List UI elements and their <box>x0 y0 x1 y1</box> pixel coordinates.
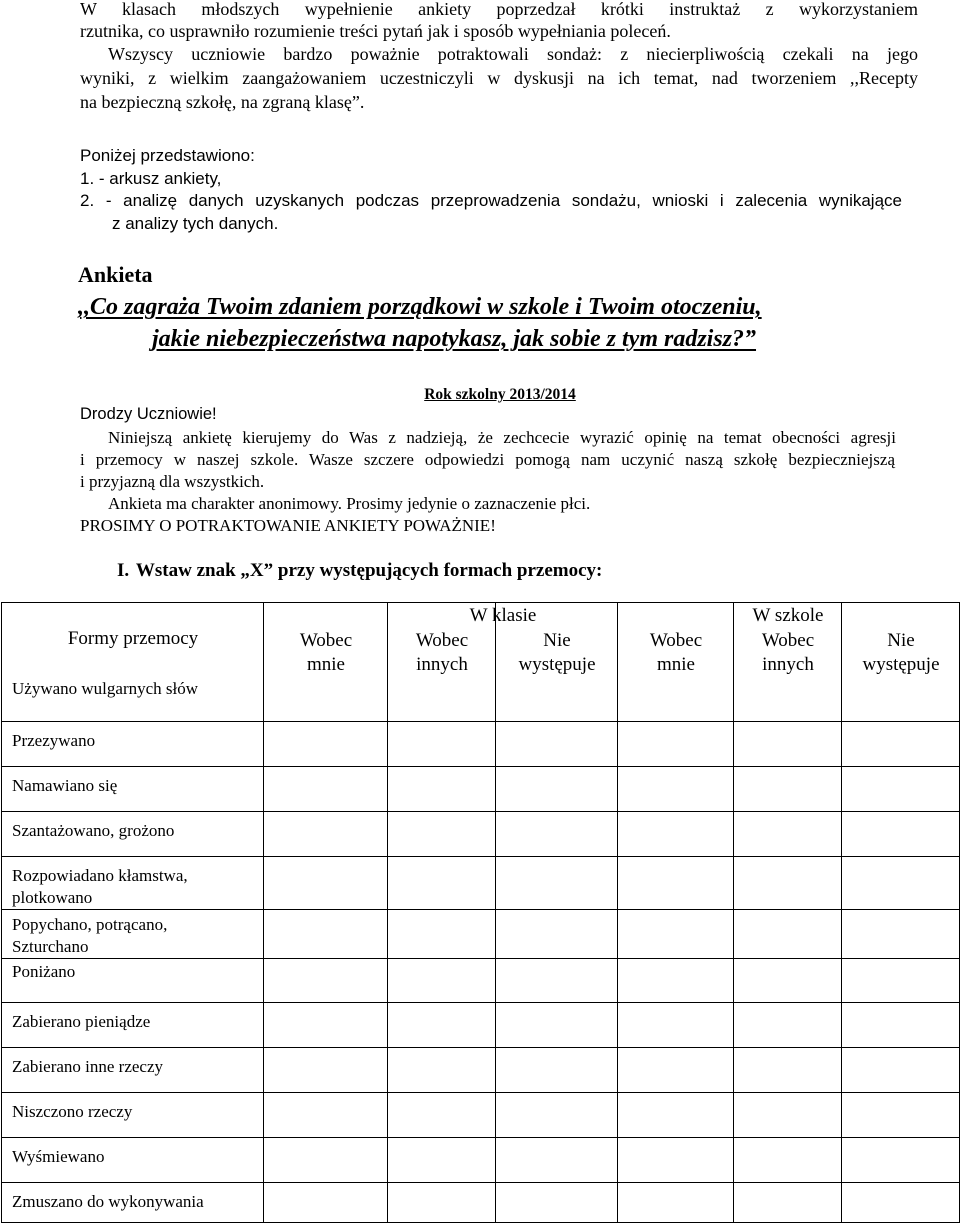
checkbox-cell[interactable] <box>842 767 960 812</box>
col-label: Wobec <box>299 630 353 651</box>
row-label: Zmuszano do wykonywania <box>2 1183 264 1223</box>
row-label: Wyśmiewano <box>2 1138 264 1183</box>
checkbox-cell[interactable] <box>388 1048 496 1093</box>
checkbox-cell[interactable] <box>734 857 842 910</box>
checkbox-cell[interactable] <box>388 767 496 812</box>
checkbox-cell[interactable] <box>388 722 496 767</box>
contents-item: 1. - arkusz ankiety, <box>80 169 222 188</box>
row-label: Rozpowiadano kłamstwa, plotkowano <box>2 857 264 910</box>
header-class-others <box>388 603 537 722</box>
checkbox-cell[interactable] <box>842 1183 960 1223</box>
checkbox-cell[interactable] <box>842 1138 960 1183</box>
checkbox-cell[interactable] <box>618 1048 734 1093</box>
row-label: Namawiano się <box>2 767 264 812</box>
seriousness-note: PROSIMY O POTRAKTOWANIE ANKIETY POWAŻNIE! <box>80 516 496 535</box>
contents-item: z analizy tych danych. <box>112 214 279 233</box>
school-year: Rok szkolny 2013/2014 <box>424 386 576 403</box>
letter-line: i przyjazną dla wszystkich. <box>80 472 265 491</box>
group-header-class: W klasie <box>469 605 537 626</box>
checkbox-cell[interactable] <box>496 1183 618 1223</box>
table-row <box>2 1048 960 1093</box>
table-row <box>2 1003 960 1048</box>
table-row <box>2 812 960 857</box>
row-label: Zabierano inne rzeczy <box>2 1048 264 1093</box>
checkbox-cell[interactable] <box>388 959 496 1003</box>
checkbox-cell[interactable] <box>264 1048 388 1093</box>
table-row <box>2 1183 960 1223</box>
checkbox-cell[interactable] <box>496 959 618 1003</box>
row-label: Poniżano <box>2 959 264 1003</box>
col-label: innych <box>762 654 814 675</box>
row-label: Niszczono rzeczy <box>2 1093 264 1138</box>
checkbox-cell[interactable] <box>388 910 496 959</box>
checkbox-cell[interactable] <box>734 910 842 959</box>
survey-heading: Ankieta <box>78 262 153 287</box>
header-school-me <box>618 603 734 722</box>
checkbox-cell[interactable] <box>618 1003 734 1048</box>
col-label: występuje <box>862 654 940 675</box>
intro-line: rzutnika, co usprawniło rozumienie treści pytań jak i sposób wypełniania poleceń. <box>80 21 671 41</box>
anonymity-note: Ankieta ma charakter anonimowy. Prosimy jedynie o zaznaczenie płci. <box>108 494 591 513</box>
row-label: Zabierano pieniądze <box>2 1003 264 1048</box>
checkbox-cell[interactable] <box>842 1048 960 1093</box>
survey-title-line1: ,,Co zagraża Twoim zdaniem porządkowi w szkole i Twoim otoczeniu, <box>78 294 762 320</box>
section-heading <box>117 560 602 582</box>
forms-header: Formy przemocy <box>67 628 199 649</box>
contents-item: 2. - analizę danych uzyskanych podczas przeprowadzenia sondażu, wnioski i zalecenia wynikające <box>80 191 902 210</box>
checkbox-cell[interactable] <box>264 857 388 910</box>
checkbox-cell[interactable] <box>388 1138 496 1183</box>
letter-line: i przemocy w naszej szkole. Wasze szczere odpowiedzi pomogą nam uczynić naszą szkołę bezpieczniejszą <box>80 450 895 469</box>
table-row <box>2 1093 960 1138</box>
checkbox-cell[interactable] <box>496 910 618 959</box>
group-header-school: W szkole <box>752 605 824 626</box>
checkbox-cell[interactable] <box>842 812 960 857</box>
checkbox-cell[interactable] <box>618 722 734 767</box>
col-label: Wobec <box>415 630 469 651</box>
checkbox-cell[interactable] <box>264 767 388 812</box>
checkbox-cell[interactable] <box>264 1003 388 1048</box>
col-label: mnie <box>307 654 345 675</box>
checkbox-cell[interactable] <box>496 767 618 812</box>
checkbox-cell[interactable] <box>734 1048 842 1093</box>
checkbox-cell[interactable] <box>264 1138 388 1183</box>
checkbox-cell[interactable] <box>264 910 388 959</box>
contents-label: Poniżej przedstawiono: <box>80 146 255 165</box>
checkbox-cell[interactable] <box>388 857 496 910</box>
checkbox-cell[interactable] <box>264 1183 388 1223</box>
checkbox-cell[interactable] <box>388 1183 496 1223</box>
survey-title-line2: jakie niebezpieczeństwa napotykasz, jak sobie z tym radzisz?” <box>152 326 757 352</box>
section-title: Wstaw znak „X” przy występujących formach przemocy: <box>135 560 603 581</box>
header-school-none <box>842 603 960 722</box>
intro-line: W klasach młodszych wypełnienie ankiety poprzedzał krótki instruktaż z wykorzystaniem <box>80 0 918 19</box>
forms-header-cell <box>2 603 264 722</box>
checkbox-cell[interactable] <box>388 812 496 857</box>
checkbox-cell[interactable] <box>496 722 618 767</box>
checkbox-cell[interactable] <box>496 1093 618 1138</box>
row-label: Przezywano <box>2 722 264 767</box>
checkbox-cell[interactable] <box>618 1138 734 1183</box>
checkbox-cell[interactable] <box>264 1093 388 1138</box>
checkbox-cell[interactable] <box>388 1003 496 1048</box>
checkbox-cell[interactable] <box>734 1183 842 1223</box>
checkbox-cell[interactable] <box>618 959 734 1003</box>
row-label: Używano wulgarnych słów <box>12 679 199 698</box>
checkbox-cell[interactable] <box>496 857 618 910</box>
checkbox-cell[interactable] <box>734 812 842 857</box>
letter-line: Niniejszą ankietę kierujemy do Was z nadzieją, że zechcecie wyrazić opinię na temat obecności agresji <box>108 428 896 447</box>
col-label: Nie <box>887 630 915 651</box>
checkbox-cell[interactable] <box>842 959 960 1003</box>
checkbox-cell[interactable] <box>842 722 960 767</box>
table-row <box>2 857 960 910</box>
col-label: Nie <box>543 630 571 651</box>
row-label: Popychano, potrącano, Szturchano <box>2 910 264 959</box>
intro-line: wyniki, z wielkim zaangażowaniem uczestniczyli w dyskusji na ich temat, nad tworzeniem ,,Recepty <box>80 68 918 88</box>
col-label: Wobec <box>761 630 815 651</box>
table-row <box>2 1138 960 1183</box>
col-label: Wobec <box>649 630 703 651</box>
header-class-none <box>496 603 618 722</box>
intro-line: Wszyscy uczniowie bardzo poważnie potraktowali sondaż: z niecierpliwością czekali na jego <box>108 44 918 64</box>
checkbox-cell[interactable] <box>496 1003 618 1048</box>
table-header-row <box>2 603 960 722</box>
section-number: I. <box>117 560 130 581</box>
table-row <box>2 767 960 812</box>
row-label: Szantażowano, grożono <box>2 812 264 857</box>
checkbox-cell[interactable] <box>264 722 388 767</box>
checkbox-cell[interactable] <box>734 1003 842 1048</box>
header-class-me <box>264 603 388 722</box>
checkbox-cell[interactable] <box>388 1093 496 1138</box>
violence-forms-table <box>1 602 960 1223</box>
intro-line: na bezpieczną szkołę, na zgraną klasę”. <box>80 92 365 112</box>
checkbox-cell[interactable] <box>842 1003 960 1048</box>
col-label: występuje <box>518 654 596 675</box>
col-label: mnie <box>657 654 695 675</box>
checkbox-cell[interactable] <box>842 857 960 910</box>
checkbox-cell[interactable] <box>734 1093 842 1138</box>
greeting: Drodzy Uczniowie! <box>80 405 217 423</box>
checkbox-cell[interactable] <box>734 959 842 1003</box>
checkbox-cell[interactable] <box>618 767 734 812</box>
table-row <box>2 959 960 1003</box>
checkbox-cell[interactable] <box>496 1048 618 1093</box>
checkbox-cell[interactable] <box>618 857 734 910</box>
checkbox-cell[interactable] <box>734 722 842 767</box>
checkbox-cell[interactable] <box>842 910 960 959</box>
table-row <box>2 910 960 959</box>
checkbox-cell[interactable] <box>618 1183 734 1223</box>
col-label: innych <box>416 654 468 675</box>
checkbox-cell[interactable] <box>496 812 618 857</box>
checkbox-cell[interactable] <box>618 1093 734 1138</box>
checkbox-cell[interactable] <box>618 910 734 959</box>
checkbox-cell[interactable] <box>264 812 388 857</box>
checkbox-cell[interactable] <box>734 767 842 812</box>
checkbox-cell[interactable] <box>734 1138 842 1183</box>
checkbox-cell[interactable] <box>842 1093 960 1138</box>
checkbox-cell[interactable] <box>264 959 388 1003</box>
header-school-others <box>734 603 842 722</box>
checkbox-cell[interactable] <box>496 1138 618 1183</box>
checkbox-cell[interactable] <box>618 812 734 857</box>
table-row <box>2 722 960 767</box>
